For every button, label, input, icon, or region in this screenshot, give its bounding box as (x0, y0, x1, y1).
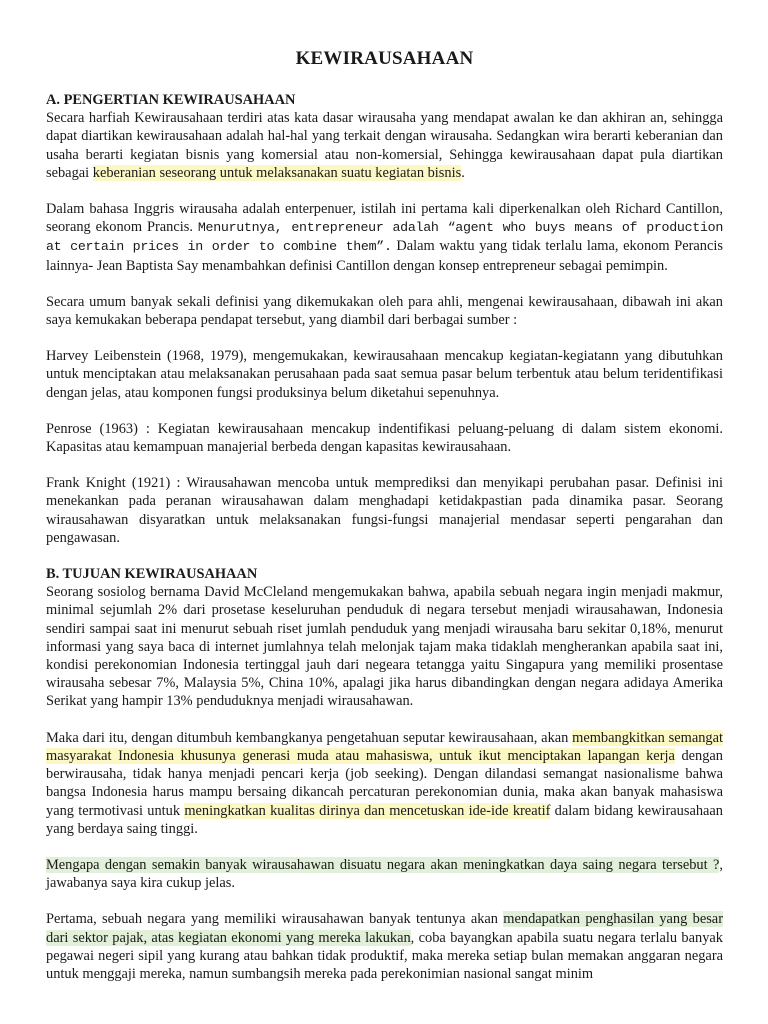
text-run: Dalam waktu yang tidak terlalu lama, ekonom Perancis lainnya- Jean Baptista Say menambahkan definisi Cantillon dengan konsep entrepreneur sebagai pemimpin. (46, 238, 723, 274)
section-a-paragraph-5: Penrose (1963) : Kegiatan kewirausahaan mencakup indentifikasi peluang-peluang di dalam sistem ekonomi. Kapasitas atau kemampuan manajerial berbeda dengan kapasitas kewirausahaan. (46, 420, 723, 456)
text-run: Pertama, sebuah negara yang memiliki wirausahawan banyak tentunya akan (46, 911, 504, 928)
text-run: dengan berwirausaha, tidak hanya menjadi pencari kerja (job seeking). Dengan dilandasi semangat nasionalisme bahwa bangsa Indonesia harus mampu bersaing dikancah percaturan perekonomian dunia, maka akan banyak mahasiswa yang termotivasi untuk (46, 747, 723, 819)
highlighted-text: membangkitkan semangat masyarakat Indonesia khusunya generasi muda atau mahasiswa, untuk ikut menciptakan lapangan kerja (46, 729, 723, 764)
section-a-paragraph-4: Harvey Leibenstein (1968, 1979), mengemukakan, kewirausahaan mencakup kegiatan-kegiatann yang dibutuhkan untuk menciptakan atau melaksanakan perusahaan pada saat semua pasar belum terbentuk atau belum teridentifikasi dengan jelas, atau komponen fungsi produksinya belum diketahui sepenuhnya. (46, 348, 723, 401)
section-b-paragraph-1: Seorang sosiolog bernama David McCleland mengemukakan bahwa, apabila sebuah negara ingin menjadi makmur, minimal sejumlah 2% dari prosetase keseluruhan penduduk di negara tersebut menjadi wirausahawan, Indonesia sendiri sampai saat ini menurut sebuah riset jumlah penduduk yang menjadi wirausaha baru sekitar 0,18%, menurut informasi yang saya baca di internet jumlahnya telah melonjak tajam maka tidaklah mengherankan apabila saat ini, kondisi perekonomian Indonesia tertinggal jauh dari negeara tetangga yaitu Singapura yang memiliki prosentase wirausaha sebesar 7%, Malaysia 5%, China 10%, apalagi jika harus dibandingkan dengan negara adidaya Amerika Serikat yang hampir 13% penduduknya menjadi wirausahawan. (46, 584, 723, 710)
section-b-paragraph-3 (46, 856, 723, 892)
highlighted-text: keberanian seseorang untuk melaksanakan suatu kegiatan bisnis (92, 164, 462, 181)
text-run: , jawabanya saya kira cukup jelas. (46, 856, 723, 892)
text-run: , coba bayangkan apabila suatu negara terlalu banyak pegawai negeri sipil yang kurang atau bahkan tidak produktif, maka mereka setiap bulan memakan anggaran negara untuk menggaji mereka, namun sumbangsih mereka pada perekonimian nasional sangat minim (46, 929, 723, 982)
section-a-paragraph-1 (46, 109, 723, 182)
highlighted-question: Mengapa dengan semakin banyak wirausahawan disuatu negara akan meningkatkan daya saing negara tersebut ? (46, 856, 720, 873)
section-b-paragraph-4 (46, 910, 723, 983)
text-run: Secara harfiah Kewirausahaan terdiri atas kata dasar wirausaha yang mendapat awalan ke dan akhiran an, sehingga dapat diartikan kewirausahaan adalah hal-hal yang terkait dengan wirausaha. Sedangkan wira berarti keberanian dan usaha berarti kegiatan bisnis yang komersial atau non-komersial, Sehingga kewirausahaan dapat pula diartikan sebagai (46, 110, 723, 181)
document-page (46, 48, 723, 983)
highlighted-text: mendapatkan penghasilan yang besar dari sektor pajak, atas kegiatan ekonomi yang mereka lakukan (46, 911, 723, 946)
text-run: . (461, 164, 465, 181)
section-b-heading: B. TUJUAN KEWIRAUSAHAAN (46, 566, 258, 583)
section-a-heading: A. PENGERTIAN KEWIRAUSAHAAN (46, 92, 296, 108)
text-run: Maka dari itu, dengan ditumbuh kembangkanya pengetahuan seputar kewirausahaan, akan (46, 729, 573, 746)
section-a-paragraph-2 (46, 200, 723, 275)
document-title: KEWIRAUSAHAAN (295, 48, 474, 69)
quoted-definition: Menurutnya, entrepreneur adalah “agent who buys means of production at certain prices in order to combine them”. (46, 220, 723, 255)
section-a-paragraph-3: Secara umum banyak sekali definisi yang dikemukakan oleh para ahli, mengenai kewirausahaan, dibawah ini akan saya kemukakan beberapa pendapat tersebut, yang diambil dari berbagai sumber : (46, 293, 723, 329)
text-run: Dalam bahasa Inggris wirausaha adalah enterpenuer, istilah ini pertama kali diperkenalkan oleh Richard Cantillon, seorang ekonom Prancis. (46, 201, 723, 236)
section-a-paragraph-6: Frank Knight (1921) : Wirausahawan mencoba untuk memprediksi dan menyikapi perubahan pasar. Definisi ini menekankan pada peranan wirausahawan dalam menghadapi ketidakpastian pada dinamika pasar. Seorang wirausahawan disyaratkan untuk melaksanakan fungsi-fungsi manajerial mendasar seperti pengarahan dan pengawasan. (46, 475, 723, 546)
text-run: dalam bidang kewirausahaan yang berdaya saing tinggi. (46, 802, 724, 837)
highlighted-text: meningkatkan kualitas dirinya dan mencetuskan ide-ide kreatif (184, 802, 551, 819)
section-b-paragraph-2 (46, 729, 723, 838)
